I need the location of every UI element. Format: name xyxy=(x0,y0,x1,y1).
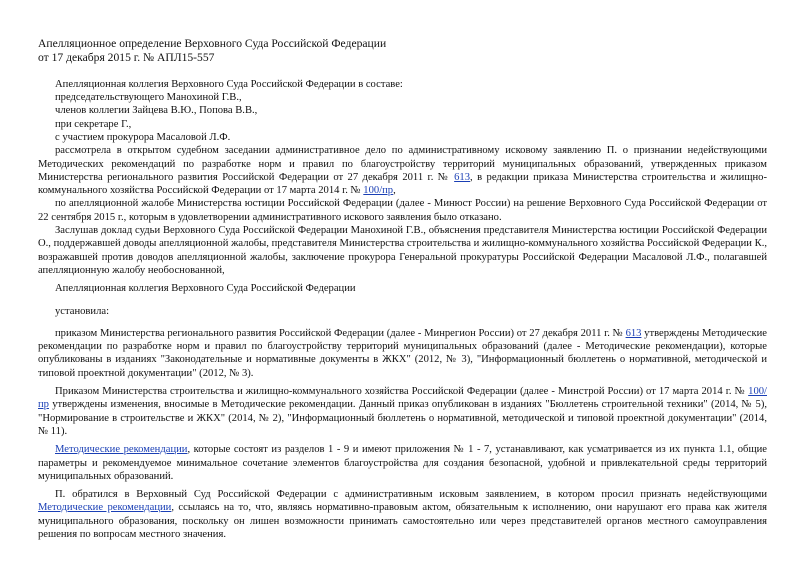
established-heading: установила: xyxy=(55,305,110,317)
paragraph-5 xyxy=(38,327,767,380)
composition-line-5: с участием прокурора Масаловой Л.Ф. xyxy=(55,132,231,143)
document-title xyxy=(38,37,767,66)
paragraph-8-text-2: , ссылаясь на то, что, являясь нормативно-правовым актом, обязательным к исполнению, они нарушают его права как жителя муниципального образования, поскольку он лишен возможности принимать самостоятельно или через представителей органов местного самоуправления решения по вопросам местного значения. xyxy=(38,502,767,541)
paragraph-2: по апелляционной жалобе Министерства юстиции Российской Федерации (далее - Минюст России) на решение Верховного Суда Российской Федерации от 22 сентября 2015 г., которым в удовлетворении административного искового заявления было отказано. xyxy=(38,198,767,223)
title-line-2: от 17 декабря 2015 г. № АПЛ15-557 xyxy=(38,51,215,65)
link-order-100pr-2[interactable]: 100/пр xyxy=(38,386,767,411)
link-order-613[interactable]: 613 xyxy=(454,171,471,183)
composition-line-4: при секретаре Г., xyxy=(55,118,132,130)
paragraph-1-text-3: , xyxy=(393,185,396,197)
paragraph-1-text-1: рассмотрела в открытом судебном заседании административное дело по административному исковому заявлению П. о признании недействующими Методических рекомендаций по разработке норм и правил по благоустройству территорий муниципальных образований, утвержденных приказом Министерства регионального развития Российской Федерации от 27 декабря 2011 г. № xyxy=(38,145,767,183)
paragraph-3: Заслушав доклад судьи Верховного Суда Российской Федерации Манохиной Г.В., объяснения представителя Министерства юстиции Российской Федерации О., поддержавшей доводы апелляционной жалобы, представителя Министерства строительства и жилищно-коммунального хозяйства Российской Федерации К., возражавшей против доводов апелляционной жалобы, заключение прокурора Генеральной прокуратуры Российской Федерации Масаловой Л.Ф., полагавшей апелляционную жалобу необоснованной, xyxy=(38,225,767,276)
court-composition xyxy=(38,78,767,144)
paragraph-1 xyxy=(38,144,767,197)
link-order-100pr[interactable]: 100/пр xyxy=(363,185,394,197)
paragraph-6-text-2: утверждены изменения, вносимые в Методические рекомендации. Данный приказ опубликован в изданиях "Бюллетень строительной техники" (2014, № 5), "Нормирование в строительстве и ЖКХ" (2014, № 2), "Информационный бюллетень о нормативной, методической и типовой проектной документации" (2014, № 11). xyxy=(38,399,767,437)
paragraph-7 xyxy=(38,443,767,483)
paragraph-5-text-1: приказом Министерства регионального развития Российской Федерации (далее - Минрегион России) от 27 декабря 2011 г. № xyxy=(55,327,626,339)
paragraph-5-text-2: утверждены Методические рекомендации по разработке норм и правил по благоустройству территорий муниципальных образований (далее - Методические рекомендации), которые опубликованы в изданиях "Законодательные и нормативные документы в ЖКХ" (2012, № 3), "Информационный бюллетень о нормативной, методической и типовой проектной документации" (2012, № 3). xyxy=(38,327,767,379)
link-methodical-recommendations-2[interactable]: Методические рекомендации xyxy=(38,502,172,514)
paragraph-4: Апелляционная коллегия Верховного Суда Российской Федерации xyxy=(55,283,356,295)
document-body xyxy=(38,37,767,541)
composition-line-1: Апелляционная коллегия Верховного Суда Российской Федерации в составе: xyxy=(55,78,403,90)
paragraph-1-text-2: , в редакции приказа Министерства строительства и жилищно-коммунального хозяйства Российской Федерации от 17 марта 2014 г. № xyxy=(38,171,767,197)
title-line-1: Апелляционное определение Верховного Суда Российской Федерации xyxy=(38,37,387,50)
paragraph-7-text-1: , которые состоят из разделов 1 - 9 и имеют приложения № 1 - 7, устанавливают, как усматривается из их пункта 1.1, общие параметры и рекомендуемое минимальное сочетание элементов благоустройства для создания безопасной, удобной и привлекательной среды территорий муниципальных образований. xyxy=(38,444,767,482)
paragraph-8 xyxy=(38,488,767,541)
paragraph-6 xyxy=(38,385,767,438)
paragraph-6-text-1: Приказом Министерства строительства и жилищно-коммунального хозяйства Российской Федерации (далее - Минстрой России) от 17 марта 2014 г. № xyxy=(55,386,749,398)
link-order-613-2[interactable]: 613 xyxy=(625,327,642,339)
composition-line-2: председательствующего Манохиной Г.В., xyxy=(55,92,242,104)
composition-line-3: членов коллегии Зайцева В.Ю., Попова В.В., xyxy=(55,105,258,117)
link-methodical-recommendations[interactable]: Методические рекомендации xyxy=(55,444,188,456)
paragraph-8-text-1: П. обратился в Верховный Суд Российской Федерации с административным исковым заявлением, в котором просил признать недействующими xyxy=(55,489,767,501)
